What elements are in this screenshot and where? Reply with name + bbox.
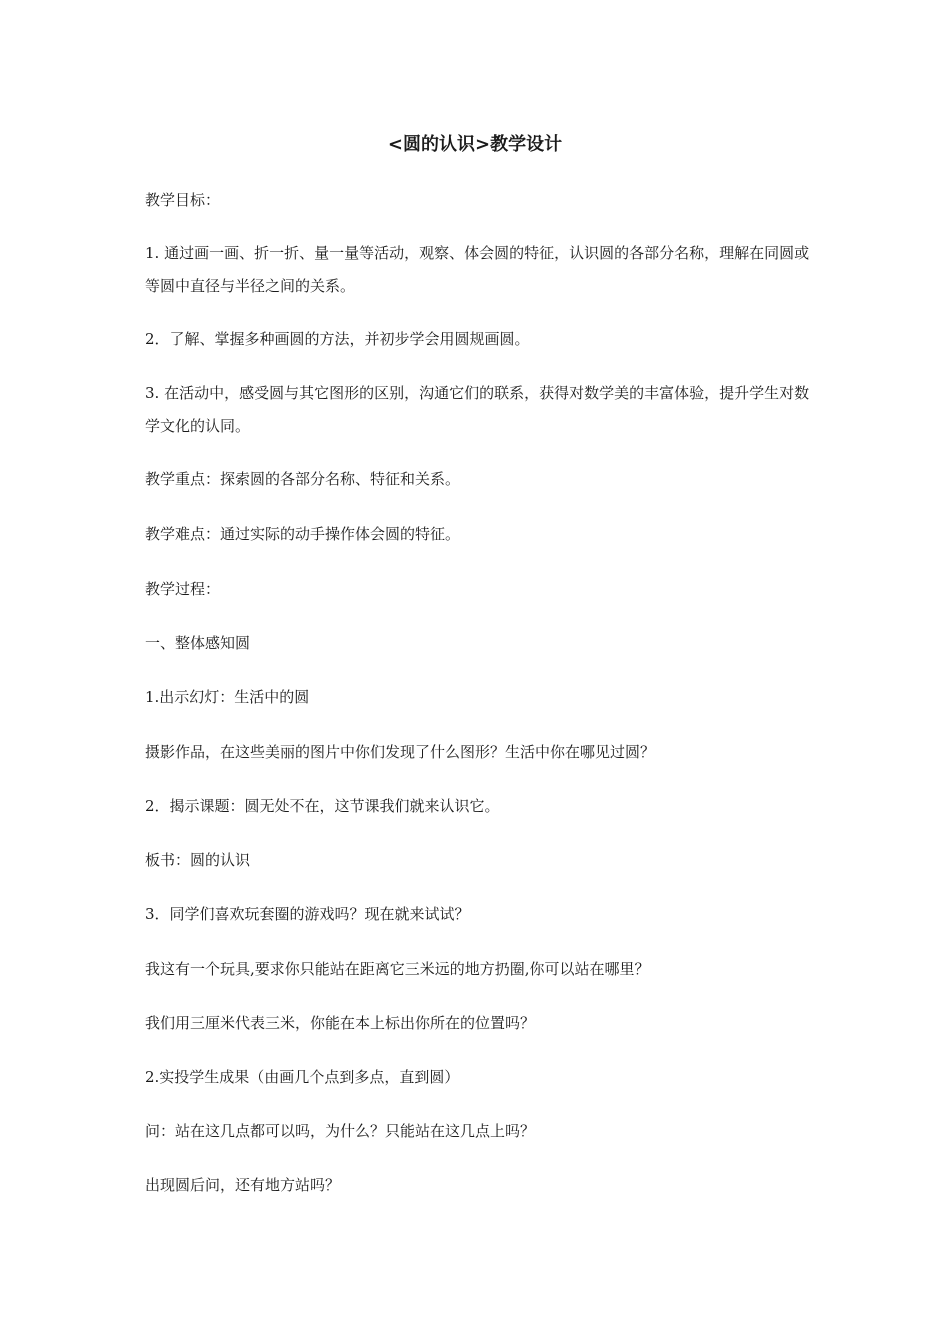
paragraph-three-cm: 我们用三厘米代表三米，你能在本上标出你所在的位置吗？: [145, 1014, 536, 1032]
paragraph-goal-1: 1. 通过画一画、折一折、量一量等活动，观察、体会圆的特征，认识圆的各部分名称，理解在同圆或等圆中直径与半径之间的关系。: [145, 244, 810, 295]
paragraph-step-3: 3．同学们喜欢玩套圈的游戏吗？现在就来试试？: [145, 905, 470, 923]
paragraph-process-heading: 教学过程：: [145, 580, 221, 598]
paragraph-step-1: 1.出示幻灯：生活中的圆: [145, 688, 310, 706]
paragraph-goal-3: 3. 在活动中，感受圆与其它图形的区别，沟通它们的联系，获得对数学美的丰富体验，提升学生对数学文化的认同。: [145, 384, 810, 435]
paragraph-difficulty: 教学难点：通过实际的动手操作体会圆的特征。: [145, 525, 461, 543]
paragraph-question: 问：站在这几点都可以吗，为什么？只能站在这几点上吗？: [145, 1122, 536, 1140]
paragraph-section-one: 一、整体感知圆: [145, 634, 251, 652]
paragraph-step-2: 2．揭示课题：圆无处不在，这节课我们就来认识它。: [145, 797, 500, 815]
document-title: <圆的认识>教学设计: [387, 134, 563, 155]
paragraph-key-point: 教学重点：探索圆的各部分名称、特征和关系。: [145, 470, 461, 488]
paragraph-student-results: 2.实投学生成果（由画几个点到多点，直到圆）: [145, 1068, 460, 1086]
paragraph-circle-question: 出现圆后问，还有地方站吗？: [145, 1176, 341, 1194]
paragraph-teaching-goals-heading: 教学目标：: [145, 191, 221, 209]
paragraph-goal-2: 2．了解、掌握多种画圆的方法，并初步学会用圆规画圆。: [145, 330, 530, 348]
paragraph-blackboard: 板书：圆的认识: [145, 851, 251, 869]
paragraph-toy: 我这有一个玩具,要求你只能站在距离它三米远的地方扔圈,你可以站在哪里？: [145, 960, 650, 978]
paragraph-photo-works: 摄影作品，在这些美丽的图片中你们发现了什么图形？生活中你在哪见过圆？: [145, 743, 656, 761]
